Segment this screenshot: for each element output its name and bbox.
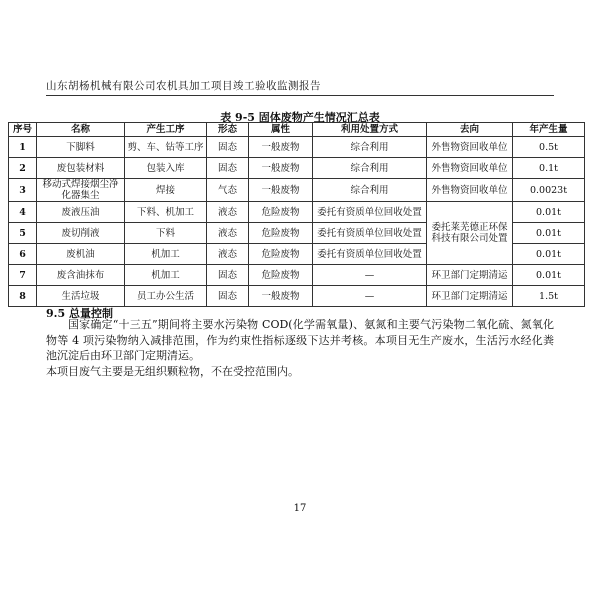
col-header-destination: 去向 (427, 123, 513, 137)
row-amount: 1.5t (513, 286, 585, 307)
table-row (9, 286, 585, 307)
row-process: 机加工 (125, 244, 207, 265)
row-no: 4 (9, 202, 37, 223)
row-form: 固态 (207, 137, 249, 158)
col-header-name: 名称 (37, 123, 125, 137)
row-destination: 环卫部门定期清运 (427, 265, 513, 286)
row-process: 员工办公生活 (125, 286, 207, 307)
table-header-row (9, 123, 585, 137)
col-header-no: 序号 (9, 123, 37, 137)
row-process: 下料、机加工 (125, 202, 207, 223)
row-destination: 外售物资回收单位 (427, 137, 513, 158)
row-amount: 0.01t (513, 265, 585, 286)
row-amount: 0.5t (513, 137, 585, 158)
report-header: 山东胡杨机械有限公司农机具加工项目竣工验收监测报告 (46, 78, 554, 96)
row-disposal: 委托有资质单位回收处置 (313, 202, 427, 223)
row-disposal: 综合利用 (313, 179, 427, 202)
row-attribute: 一般废物 (249, 286, 313, 307)
merged-destination-cell: 委托莱芜德正环保科技有限公司处置 (427, 202, 513, 265)
row-process: 下料 (125, 223, 207, 244)
row-amount: 0.01t (513, 244, 585, 265)
row-form: 液态 (207, 202, 249, 223)
row-no: 8 (9, 286, 37, 307)
row-name: 废切削液 (37, 223, 125, 244)
row-form: 固态 (207, 158, 249, 179)
table-title: 表 9-5 固体废物产生情况汇总表 (220, 111, 380, 124)
col-header-process: 产生工序 (125, 123, 207, 137)
row-destination: 环卫部门定期清运 (427, 286, 513, 307)
col-header-form: 形态 (207, 123, 249, 137)
row-process: 包装入库 (125, 158, 207, 179)
row-name: 移动式焊接烟尘净化器集尘 (37, 179, 125, 202)
row-attribute: 危险废物 (249, 244, 313, 265)
row-no: 1 (9, 137, 37, 158)
row-name: 废机油 (37, 244, 125, 265)
row-disposal: 综合利用 (313, 137, 427, 158)
row-destination: 外售物资回收单位 (427, 179, 513, 202)
row-name: 废液压油 (37, 202, 125, 223)
row-destination: 外售物资回收单位 (427, 158, 513, 179)
row-attribute: 危险废物 (249, 265, 313, 286)
row-disposal: — (313, 265, 427, 286)
row-name: 生活垃圾 (37, 286, 125, 307)
row-amount: 0.01t (513, 202, 585, 223)
row-attribute: 危险废物 (249, 202, 313, 223)
row-attribute: 一般废物 (249, 158, 313, 179)
table-row (9, 137, 585, 158)
row-name: 废含油抹布 (37, 265, 125, 286)
row-form: 固态 (207, 265, 249, 286)
row-no: 3 (9, 179, 37, 202)
solid-waste-table (8, 122, 585, 307)
row-name: 下脚料 (37, 137, 125, 158)
row-process: 剪、车、钻等工序 (125, 137, 207, 158)
row-attribute: 一般废物 (249, 179, 313, 202)
page-number: 17 (293, 503, 307, 514)
row-form: 固态 (207, 286, 249, 307)
row-no: 5 (9, 223, 37, 244)
row-form: 液态 (207, 244, 249, 265)
row-name: 废包装材料 (37, 158, 125, 179)
row-amount: 0.1t (513, 158, 585, 179)
row-disposal: 委托有资质单位回收处置 (313, 244, 427, 265)
paragraph: 本项目废气主要是无组织颗粒物，不在受控范围内。 (46, 364, 299, 378)
row-amount: 0.01t (513, 223, 585, 244)
table-row (9, 202, 585, 223)
table-row (9, 179, 585, 202)
col-header-amount: 年产生量 (513, 123, 585, 137)
section-body (46, 317, 554, 379)
section-title: 9.5 总量控制 (46, 307, 113, 320)
row-amount: 0.0023t (513, 179, 585, 202)
row-disposal: 委托有资质单位回收处置 (313, 223, 427, 244)
row-no: 7 (9, 265, 37, 286)
table-row (9, 265, 585, 286)
row-no: 2 (9, 158, 37, 179)
row-disposal: 综合利用 (313, 158, 427, 179)
row-form: 液态 (207, 223, 249, 244)
row-process: 机加工 (125, 265, 207, 286)
row-no: 6 (9, 244, 37, 265)
row-disposal: — (313, 286, 427, 307)
row-process: 焊接 (125, 179, 207, 202)
paragraph: 国家确定“十三五”期间将主要水污染物 COD(化学需氧量)、氨氮和主要气污染物二氧化硫、氮氧化物等 4 项污染物纳入减排范围，作为约束性指标逐级下达并考核。本项目无生产废水，生活污水经化粪池沉淀后由环卫部门定期清运。 (46, 318, 554, 362)
col-header-attribute: 属性 (249, 123, 313, 137)
table-row (9, 158, 585, 179)
col-header-disposal: 利用处置方式 (313, 123, 427, 137)
row-attribute: 一般废物 (249, 137, 313, 158)
row-attribute: 危险废物 (249, 223, 313, 244)
row-form: 气态 (207, 179, 249, 202)
